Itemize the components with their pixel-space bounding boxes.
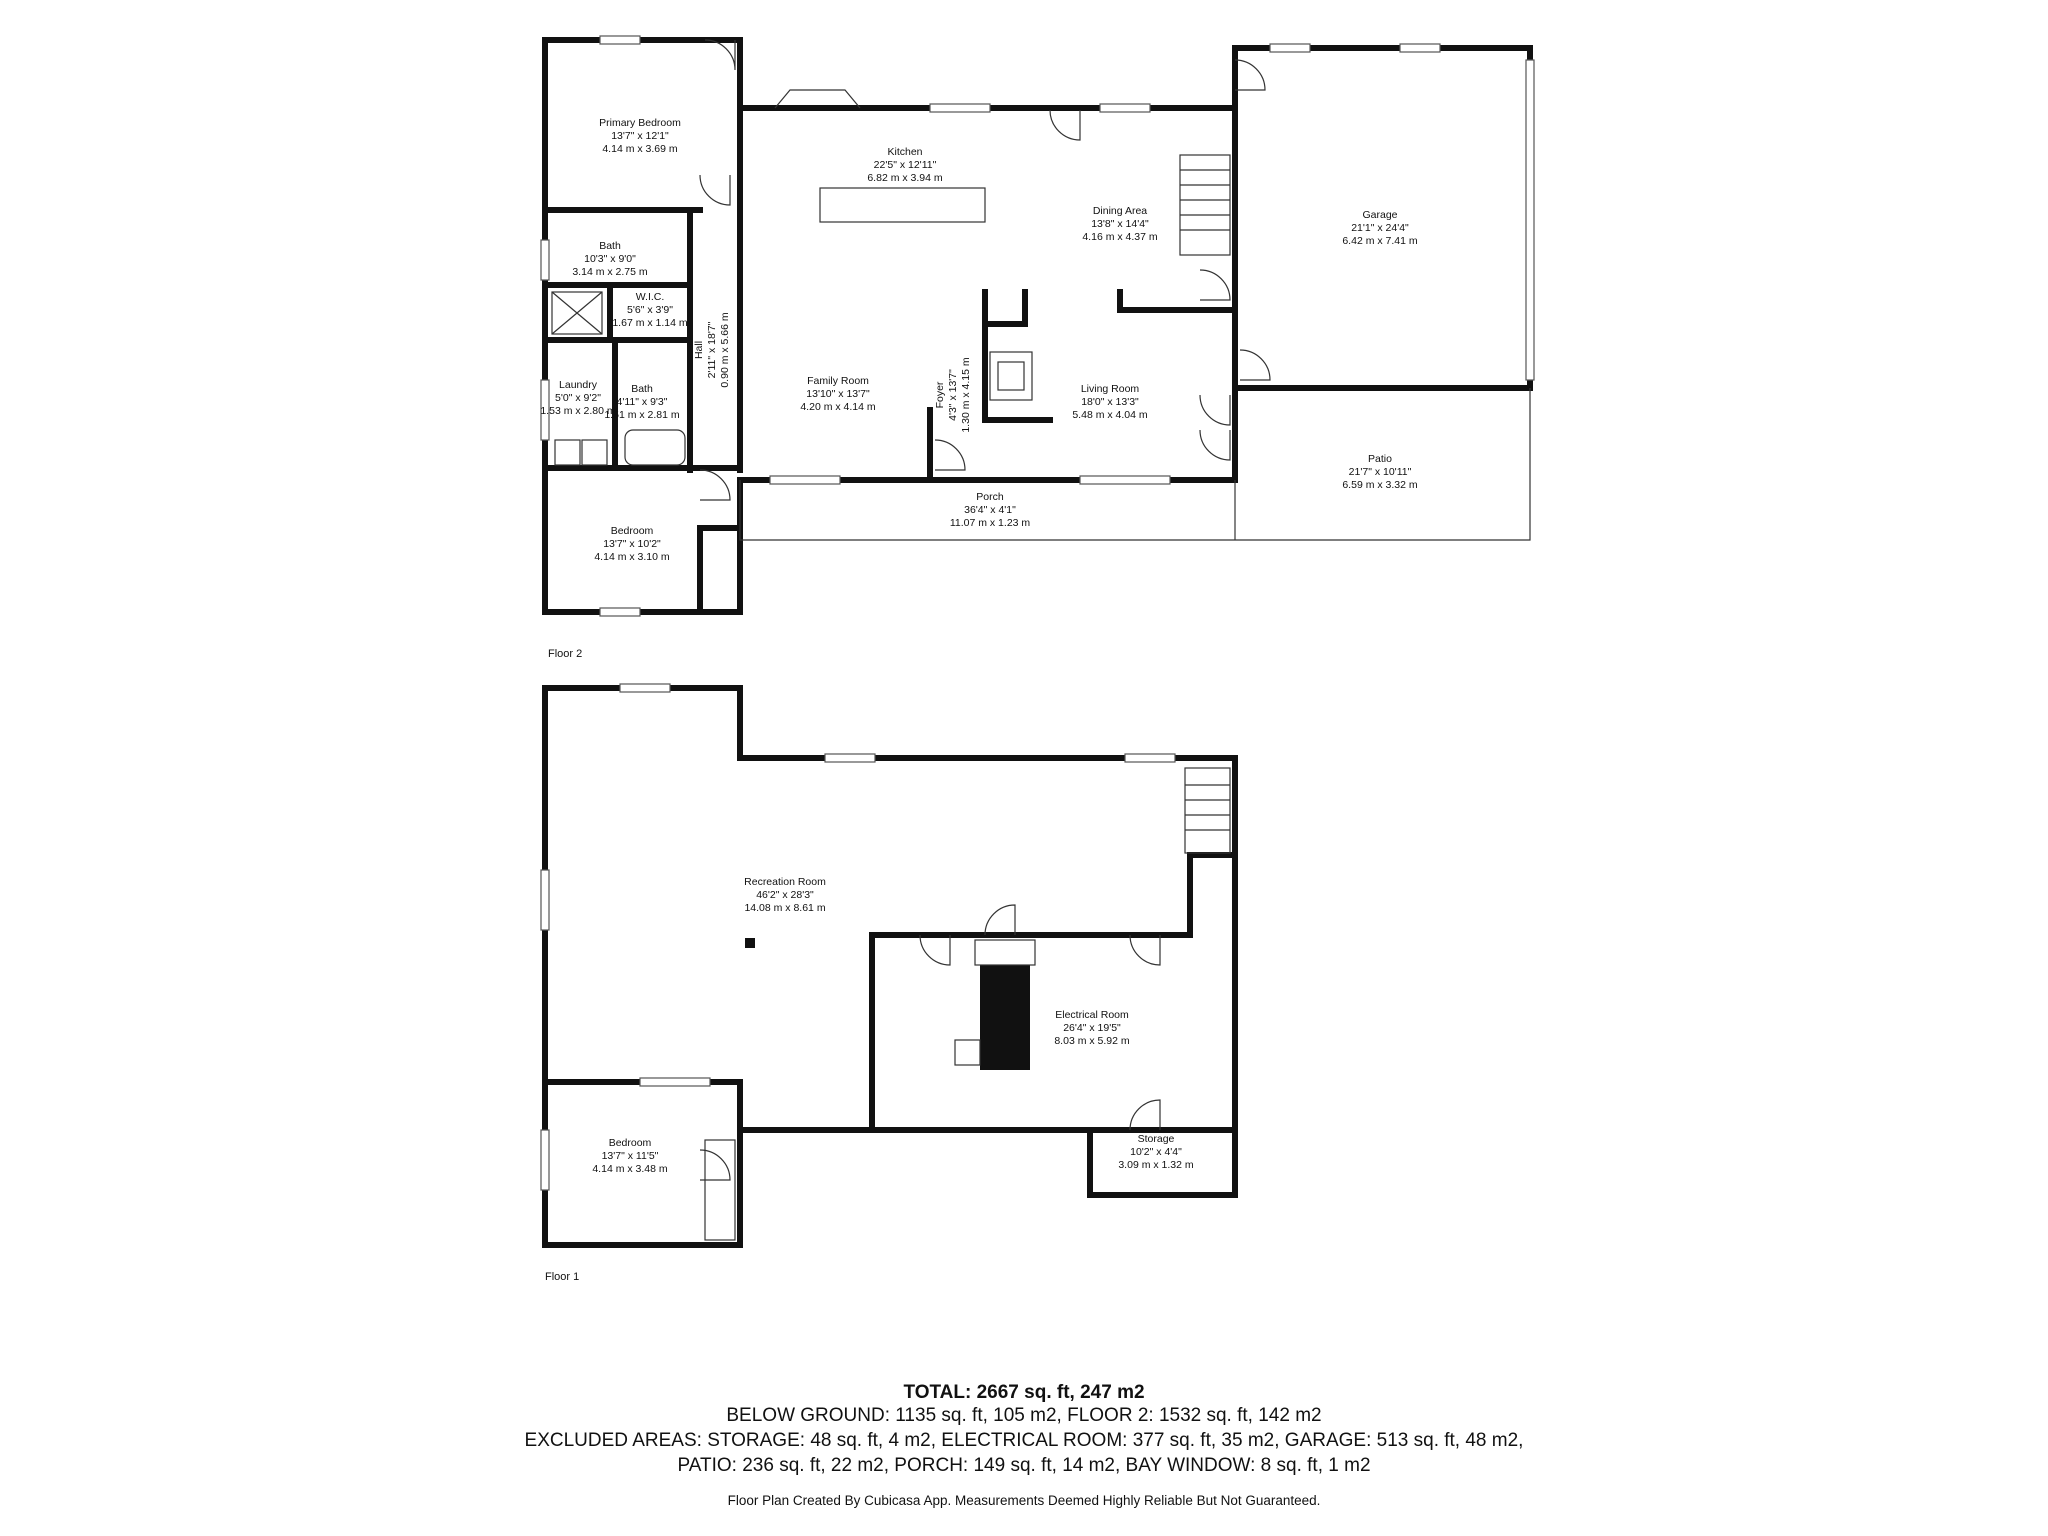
svg-text:46'2" x 28'3": 46'2" x 28'3" [756, 889, 814, 901]
svg-text:4.16 m x 4.37 m: 4.16 m x 4.37 m [1082, 231, 1158, 243]
svg-text:18'0" x 13'3": 18'0" x 13'3" [1081, 396, 1139, 408]
svg-text:3.09 m x 1.32 m: 3.09 m x 1.32 m [1118, 1159, 1194, 1171]
svg-text:Living Room: Living Room [1080, 383, 1140, 395]
room-label-electrical-room [1054, 1009, 1130, 1047]
svg-text:Bedroom: Bedroom [610, 525, 654, 537]
svg-text:Dining Area: Dining Area [1092, 205, 1148, 217]
svg-text:4.14 m x 3.69 m: 4.14 m x 3.69 m [602, 143, 678, 155]
room-label-wic [612, 291, 688, 329]
svg-text:4.14 m x 3.48 m: 4.14 m x 3.48 m [592, 1163, 668, 1175]
svg-text:13'7" x 11'5": 13'7" x 11'5" [601, 1150, 659, 1162]
svg-text:Kitchen: Kitchen [887, 146, 923, 158]
svg-text:22'5" x 12'11": 22'5" x 12'11" [873, 159, 937, 171]
svg-text:Patio: Patio [1368, 453, 1392, 465]
svg-text:13'10" x 13'7": 13'10" x 13'7" [806, 388, 870, 400]
svg-text:5.48 m x 4.04 m: 5.48 m x 4.04 m [1072, 409, 1148, 421]
svg-text:Garage: Garage [1362, 209, 1398, 221]
room-label-recreation-room [744, 876, 826, 914]
svg-text:36'4" x 4'1": 36'4" x 4'1" [964, 504, 1016, 516]
svg-text:6.42 m x 7.41 m: 6.42 m x 7.41 m [1342, 235, 1418, 247]
svg-text:Recreation Room: Recreation Room [744, 876, 826, 888]
svg-text:Electrical Room: Electrical Room [1055, 1009, 1129, 1021]
area-breakdown-line: BELOW GROUND: 1135 sq. ft, 105 m2, FLOOR 2: 1532 sq. ft, 142 m2 [726, 1405, 1322, 1426]
svg-text:8.03 m x 5.92 m: 8.03 m x 5.92 m [1054, 1035, 1130, 1047]
disclaimer: Floor Plan Created By Cubicasa App. Measurements Deemed Highly Reliable But Not Guaranteed. [727, 1493, 1321, 1508]
room-label-primary-bedroom [599, 117, 681, 155]
room-label-bedroom-floor2 [594, 525, 670, 563]
svg-text:5'0" x 9'2": 5'0" x 9'2" [555, 392, 601, 404]
svg-text:11.07 m x 1.23 m: 11.07 m x 1.23 m [949, 517, 1031, 529]
room-label-garage [1342, 209, 1418, 247]
room-label-kitchen [867, 146, 943, 184]
svg-text:4.20 m x 4.14 m: 4.20 m x 4.14 m [800, 401, 876, 413]
room-label-hall [693, 312, 731, 388]
svg-text:Storage: Storage [1137, 1133, 1175, 1145]
svg-text:0.90 m x 5.66 m: 0.90 m x 5.66 m [719, 312, 731, 388]
total-area: TOTAL: 2667 sq. ft, 247 m2 [903, 1382, 1145, 1403]
room-label-patio [1342, 453, 1418, 491]
excluded-areas-line-cont: PATIO: 236 sq. ft, 22 m2, PORCH: 149 sq. ft, 14 m2, BAY WINDOW: 8 sq. ft, 1 m2 [677, 1455, 1371, 1476]
room-label-family-room [800, 375, 876, 413]
svg-text:6.82 m x 3.94 m: 6.82 m x 3.94 m [867, 172, 943, 184]
svg-text:Primary Bedroom: Primary Bedroom [599, 117, 681, 129]
room-label-living-room [1072, 383, 1148, 421]
room-label-bedroom-floor1 [592, 1137, 668, 1175]
svg-text:W.I.C.: W.I.C. [635, 291, 665, 303]
svg-text:26'4" x 19'5": 26'4" x 19'5" [1063, 1022, 1121, 1034]
svg-text:4'3" x 13'7": 4'3" x 13'7" [947, 369, 959, 421]
svg-text:2'11" x 18'7": 2'11" x 18'7" [706, 321, 718, 379]
svg-text:Laundry: Laundry [559, 379, 597, 391]
svg-text:Bath: Bath [599, 240, 621, 252]
svg-text:13'8" x 14'4": 13'8" x 14'4" [1091, 218, 1149, 230]
svg-text:1.53 m x 2.80 m: 1.53 m x 2.80 m [540, 405, 616, 417]
svg-text:6.59 m x 3.32 m: 6.59 m x 3.32 m [1342, 479, 1418, 491]
svg-text:Bedroom: Bedroom [608, 1137, 652, 1149]
excluded-areas-line: EXCLUDED AREAS: STORAGE: 48 sq. ft, 4 m2, ELECTRICAL ROOM: 377 sq. ft, 35 m2, GARAGE: 513 sq. ft, 48 m2, [524, 1430, 1524, 1451]
svg-text:13'7" x 12'1": 13'7" x 12'1" [611, 130, 669, 142]
svg-text:21'1" x 24'4": 21'1" x 24'4" [1351, 222, 1409, 234]
svg-text:1.67 m x 1.14 m: 1.67 m x 1.14 m [612, 317, 688, 329]
svg-text:Porch: Porch [976, 491, 1004, 503]
room-label-porch [950, 491, 1031, 529]
floor-2-label: Floor 2 [548, 648, 583, 660]
svg-text:4.14 m x 3.10 m: 4.14 m x 3.10 m [594, 551, 670, 563]
svg-text:10'3" x 9'0": 10'3" x 9'0" [584, 253, 636, 265]
floor-2-plan [541, 36, 1534, 616]
svg-text:1.51 m x 2.81 m: 1.51 m x 2.81 m [604, 409, 680, 421]
room-label-storage [1118, 1133, 1194, 1171]
room-label-bath-upper [572, 240, 648, 278]
svg-text:1.30 m x 4.15 m: 1.30 m x 4.15 m [960, 357, 972, 433]
svg-text:Family Room: Family Room [807, 375, 869, 387]
svg-text:13'7" x 10'2": 13'7" x 10'2" [603, 538, 661, 550]
floor-1-label: Floor 1 [545, 1271, 580, 1283]
svg-text:10'2" x 4'4": 10'2" x 4'4" [1130, 1146, 1182, 1158]
svg-text:3.14 m x 2.75 m: 3.14 m x 2.75 m [572, 266, 648, 278]
room-label-foyer [934, 357, 972, 433]
room-label-dining-area [1082, 205, 1158, 243]
svg-text:Bath: Bath [631, 383, 653, 395]
svg-text:21'7" x 10'11": 21'7" x 10'11" [1348, 466, 1412, 478]
svg-text:5'6" x 3'9": 5'6" x 3'9" [627, 304, 673, 316]
svg-text:14.08 m x 8.61 m: 14.08 m x 8.61 m [744, 902, 826, 914]
svg-text:4'11" x 9'3": 4'11" x 9'3" [616, 396, 668, 408]
svg-text:Foyer: Foyer [934, 381, 946, 409]
svg-text:Hall: Hall [693, 340, 705, 360]
